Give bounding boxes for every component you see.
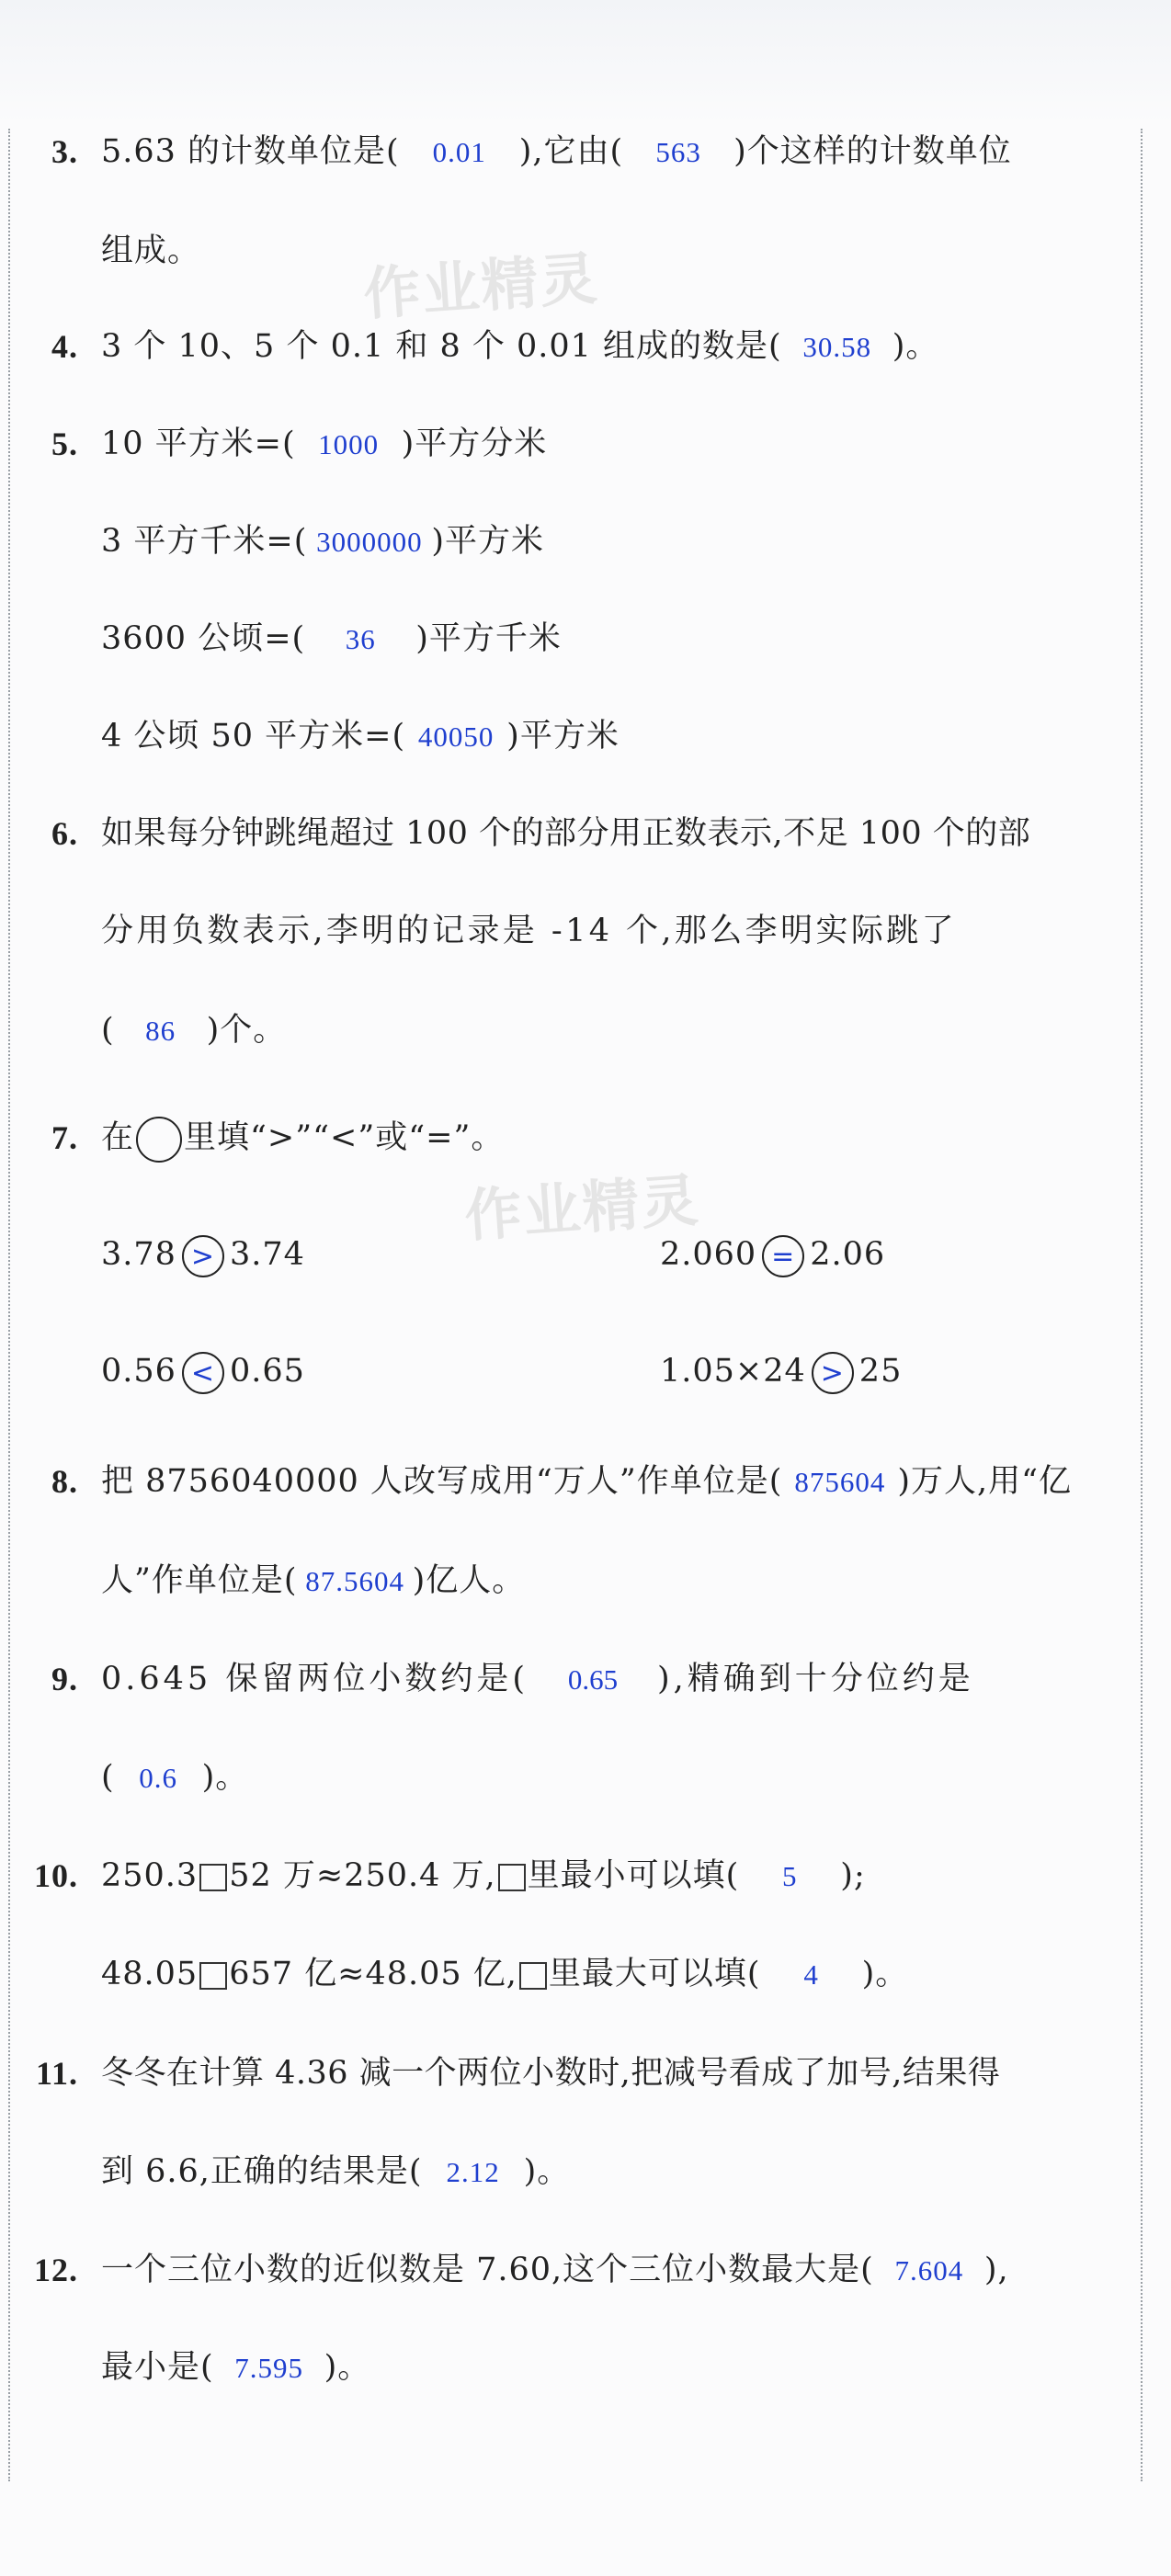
question-text: )。	[892, 328, 939, 365]
question-text: )。	[201, 1759, 249, 1796]
answer-circle: >	[182, 1235, 224, 1277]
compare-right: 0.65	[229, 1353, 305, 1390]
question-number: 3.	[51, 133, 78, 170]
compare-right: 3.74	[229, 1236, 305, 1273]
question-text: 把 8756040000 人改写成用“万人”作单位是(	[101, 1463, 783, 1500]
question-text: 10 平方米=(	[101, 426, 296, 462]
question-text: 组成。	[101, 233, 201, 269]
compare-left: 3.78	[101, 1236, 176, 1273]
question-text: 里最小可以填(	[527, 1857, 740, 1894]
question-text: )。	[861, 1956, 909, 1992]
question-number: 7.	[51, 1119, 78, 1156]
question-text: )平方米	[506, 718, 620, 755]
question-text: 在	[101, 1119, 135, 1156]
answer: 30.58	[802, 331, 872, 363]
answer: 87.5604	[305, 1565, 404, 1597]
answer: 7.604	[894, 2254, 964, 2287]
question-text: 人”作单位是(	[101, 1562, 298, 1599]
question-number: 6.	[51, 815, 78, 852]
question-text: )万人,用“亿	[897, 1463, 1073, 1500]
question-text: )。	[523, 2153, 571, 2190]
question-text: ),它由(	[518, 133, 624, 170]
question-text: 48.05	[101, 1956, 199, 1992]
question-text: 3 个 10、5 个 0.1 和 8 个 0.01 组成的数是(	[101, 328, 782, 365]
answer: 563	[655, 136, 701, 168]
question-text: )平方分米	[401, 426, 548, 462]
question-text: 分用负数表示,李明的记录是 -14 个,那么李明实际跳了	[101, 913, 958, 949]
answer: 0.65	[567, 1663, 619, 1696]
question-text: ),精确到十分位约是	[656, 1661, 974, 1697]
answer: 7.595	[234, 2352, 304, 2384]
blank-box-icon	[199, 1864, 227, 1891]
answer: 0.01	[432, 136, 486, 168]
answer: 875604	[794, 1466, 886, 1498]
answer: 86	[145, 1015, 176, 1047]
question-text: )平方米	[431, 523, 545, 560]
question-number: 10.	[34, 1857, 78, 1894]
question-text: )。	[324, 2349, 371, 2386]
answer: 5	[782, 1860, 798, 1892]
question-text: 如果每分钟跳绳超过 100 个的部分用正数表示,不足 100 个的部	[101, 815, 1031, 852]
question-text: 3600 公顷=(	[101, 620, 306, 657]
watermark: 作业精灵	[361, 244, 601, 328]
blank-box-icon	[199, 1962, 227, 1990]
answer: 40050	[417, 721, 495, 753]
question-text: (	[101, 1759, 115, 1796]
compare-right: 2.06	[810, 1236, 886, 1273]
right-dotted-margin	[1141, 129, 1143, 2481]
question-text: )个这样的计数单位	[733, 133, 1012, 170]
question-text: 里最大可以填(	[548, 1956, 761, 1992]
left-dotted-margin	[8, 129, 10, 2481]
question-number: 4.	[51, 328, 78, 365]
question-text: );	[840, 1857, 866, 1894]
answer-circle: >	[812, 1352, 854, 1394]
question-text: 250.3	[101, 1857, 199, 1894]
question-text: 最小是(	[101, 2349, 214, 2386]
question-text: 里填“>”“<”或“=”。	[184, 1119, 505, 1156]
question-number: 8.	[51, 1463, 78, 1500]
answer: 3000000	[316, 526, 423, 558]
question-number: 9.	[51, 1661, 78, 1697]
question-text: )亿人。	[412, 1562, 526, 1599]
question-number: 11.	[35, 2055, 78, 2092]
compare-right: 25	[858, 1353, 903, 1390]
question-text: 0.645 保留两位小数约是(	[101, 1661, 529, 1697]
blank-box-icon	[498, 1864, 526, 1891]
question-text: 一个三位小数的近似数是 7.60,这个三位小数最大是(	[101, 2252, 874, 2288]
empty-circle-icon	[136, 1117, 182, 1163]
compare-left: 1.05×24	[660, 1353, 806, 1390]
question-text: 4 公顷 50 平方米=(	[101, 718, 406, 755]
question-number: 5.	[51, 426, 78, 462]
compare-left: 2.060	[660, 1236, 757, 1273]
answer-circle: <	[182, 1352, 224, 1394]
answer: 36	[345, 623, 376, 655]
question-text: )平方千米	[415, 620, 562, 657]
answer-circle: =	[762, 1235, 804, 1277]
answer: 2.12	[446, 2156, 500, 2188]
top-band	[0, 0, 1171, 124]
question-text: 到 6.6,正确的结果是(	[101, 2153, 423, 2190]
question-number: 12.	[34, 2252, 78, 2288]
question-text: 52 万≈250.4 万,	[229, 1857, 496, 1894]
answer: 0.6	[139, 1762, 178, 1794]
question-text: 冬冬在计算 4.36 减一个两位小数时,把减号看成了加号,结果得	[101, 2055, 1001, 2092]
watermark: 作业精灵	[462, 1166, 702, 1250]
question-text: 657 亿≈48.05 亿,	[229, 1956, 517, 1992]
question-text: (	[101, 1012, 115, 1049]
compare-left: 0.56	[101, 1353, 176, 1390]
question-text: )个。	[206, 1012, 287, 1049]
question-text: ),	[983, 2252, 1009, 2288]
answer: 4	[803, 1958, 819, 1991]
question-text: 5.63 的计数单位是(	[101, 133, 400, 170]
question-text: 3 平方千米=(	[101, 523, 308, 560]
answer: 1000	[318, 428, 380, 460]
blank-box-icon	[519, 1962, 547, 1990]
